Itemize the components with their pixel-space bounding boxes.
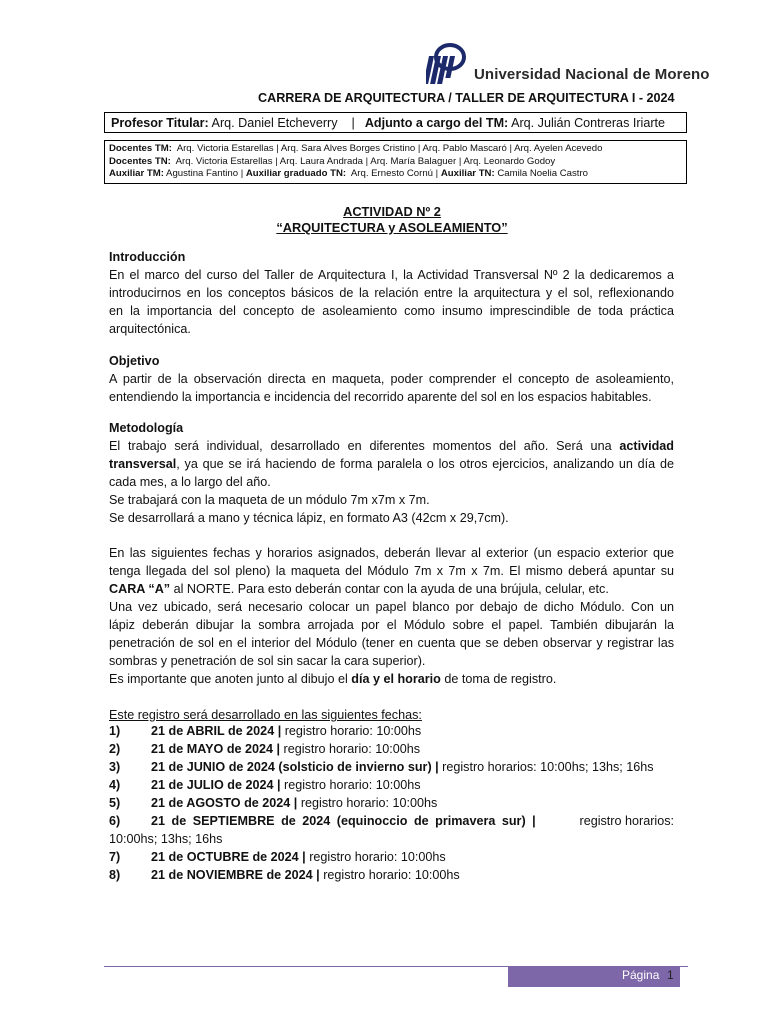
intro-line: introducirnos en los conceptos básicos de la relación entre la arquitectura y el sol, reflexionando [109,286,674,300]
metodologia-line [109,437,674,455]
intro-line: arquitectónica. [109,322,191,336]
list-date: 21 de MAYO de 2024 | [151,742,281,756]
dia-horario-bold: día y el horario [351,672,441,686]
staff-tm-label: Docentes TM: [109,143,172,154]
intro-line: en la importancia del concepto de asoleamiento como insumo imprescindible de toda práctica [109,304,674,318]
list-rest: registro horario: 10:00hs [319,868,460,882]
objetivo-line: A partir de la observación directa en maqueta, poder comprender el concepto de asoleamiento, [109,372,674,386]
list-number: 5) [109,796,121,810]
instructions-line [109,670,674,688]
list-item-continuation [109,832,222,846]
staff-tm-value: Arq. Victoria Estarellas | Arq. Sara Alves Borges Cristino | Arq. Pablo Mascaró | Arq. Ayelen Acevedo [171,143,603,154]
staff-box [104,140,687,184]
list-number: 2) [109,742,121,756]
activity-name: “ARQUITECTURA y ASOLEAMIENTO” [276,220,508,235]
aux-tm-label: Auxiliar TM: [109,168,164,180]
list-rest: registro horario: 10:00hs [280,742,421,756]
list-date: 21 de OCTUBRE de 2024 | [151,850,306,864]
objetivo-section [109,352,674,406]
staff-line-aux [109,168,686,181]
instructions-text: Es importante que anoten junto al dibujo el [109,672,352,686]
instructions-line: tenga llegada del sol pleno) la maqueta del Módulo 7m x 7m x 7m. El mismo deberá apuntar su [109,564,674,578]
metodologia-heading: Metodología [109,421,184,435]
list-rest: registro horario: 10:00hs [305,850,446,864]
metodologia-line [109,455,674,473]
titular-label: Profesor Titular: [111,115,209,130]
aux-tn-value: Camila Noelia Castro [494,168,588,180]
list-item [109,724,421,738]
instructions-text: al NORTE. Para esto deberán contar con la ayuda de una brújula, celular, etc. [170,582,609,596]
instructions-line: lápiz deberán dibujar la sombra arrojada por el Módulo sobre el papel. También dibujarán la [109,618,674,632]
list-date: 21 de ABRIL de 2024 | [151,724,282,738]
list-date: 21 de SEPTIEMBRE de 2024 (equinoccio de primavera sur) | [151,814,536,828]
page-label: Página [622,968,660,982]
university-name: Universidad Nacional de Moreno [474,66,710,83]
box-separator: | [351,115,355,130]
adjunto-value: Arq. Julián Contreras Iriarte [508,115,666,130]
list-item [109,778,421,792]
list-item [109,796,437,810]
titular-value: Arq. Daniel Etcheverry [208,115,338,130]
staff-line-tm [109,143,686,156]
list-date: 21 de JULIO de 2024 | [151,778,281,792]
intro-line: En el marco del curso del Taller de Arquitectura I, la Actividad Transversal Nº 2 la dedicaremos a [109,268,674,282]
list-item [109,742,420,756]
list-date: 21 de JUNIO de 2024 (solsticio de invierno sur) | [151,760,439,774]
list-item [109,868,460,882]
aux-grad-value: Arq. Ernesto Cornú | [346,168,441,180]
metodologia-line: Se trabajará con la maqueta de un módulo 7m x7m x 7m. [109,493,430,507]
page-number: 1 [667,968,674,982]
list-item [109,760,654,774]
intro-section [109,248,674,338]
staff-tn-label: Docentes TN: [109,155,171,167]
activity-title [0,204,768,236]
adjunto-label: Adjunto a cargo del TM: [364,115,509,130]
list-date: 21 de AGOSTO de 2024 | [151,796,298,810]
list-rest: registro horarios: 10:00hs; 13hs; 16hs [438,760,654,774]
intro-heading: Introducción [109,250,186,264]
list-number: 4) [109,778,121,792]
list-date: 21 de NOVIEMBRE de 2024 | [151,868,320,882]
registro-heading-wrap [109,706,674,724]
university-logo-icon [426,42,466,90]
list-number: 3) [109,760,121,774]
staff-tn-value: Arq. Victoria Estarellas | Arq. Laura Andrada | Arq. María Balaguer | Arq. Leonardo Godoy [170,155,556,167]
list-rest: registro horarios: [579,814,674,828]
metodologia-section [109,419,674,527]
list-number: 7) [109,850,121,864]
list-number: 6) [109,814,121,828]
list-item [109,814,674,828]
metodologia-bold: transversal [109,457,177,471]
instructions-section [109,544,674,688]
instructions-line: En las siguientes fechas y horarios asignados, deberán llevar al exterior (un espacio exterior que [109,546,674,560]
metodologia-line: cada mes, a lo largo del año. [109,475,271,489]
aux-tn-label: Auxiliar TN: [440,168,495,180]
activity-number: ACTIVIDAD Nº 2 [343,204,441,219]
objetivo-heading: Objetivo [109,354,160,368]
cara-a-bold: CARA “A” [109,582,171,596]
metodologia-line: Se desarrollará a mano y técnica lápiz, en formato A3 (42cm x 29,7cm). [109,511,509,525]
list-number: 1) [109,724,121,738]
metodologia-text: , ya que se irá haciendo de forma paralela o los otros ejercicios, analizando un día de [176,457,674,471]
aux-tm-value: Agustina Fantino | [163,168,246,180]
registro-heading: Este registro será desarrollado en las siguientes fechas: [109,708,422,722]
objetivo-line: entendiendo la importancia e incidencia del recorrido aparente del sol en los espacios habitables. [109,390,652,404]
aux-grad-label: Auxiliar graduado TN: [245,168,347,180]
instructions-line: penetración de sol en el interior del Módulo (tener en cuenta que se deben observar y registrar las [109,636,674,650]
metodologia-bold: actividad [619,439,674,453]
list-rest: registro horario: 10:00hs [297,796,438,810]
instructions-text: de toma de registro. [440,672,557,686]
instructions-line: Una vez ubicado, será necesario colocar un papel blanco por debajo de dicho Módulo. Con un [109,600,674,614]
instructions-line: sombras y penetración de sol sin sacar la cara superior). [109,654,426,668]
list-rest: registro horario: 10:00hs [281,724,422,738]
career-title: CARRERA DE ARQUITECTURA / TALLER DE ARQUITECTURA I - 2024 [258,91,675,105]
list-number: 8) [109,868,121,882]
metodologia-text: El trabajo será individual, desarrollado en diferentes momentos del año. Será una [109,439,612,453]
list-rest: registro horario: 10:00hs [280,778,421,792]
list-rest: 10:00hs; 13hs; 16hs [109,832,223,846]
professor-box [104,112,687,133]
list-item [109,850,446,864]
instructions-line [109,580,674,598]
staff-line-tn [109,156,686,169]
